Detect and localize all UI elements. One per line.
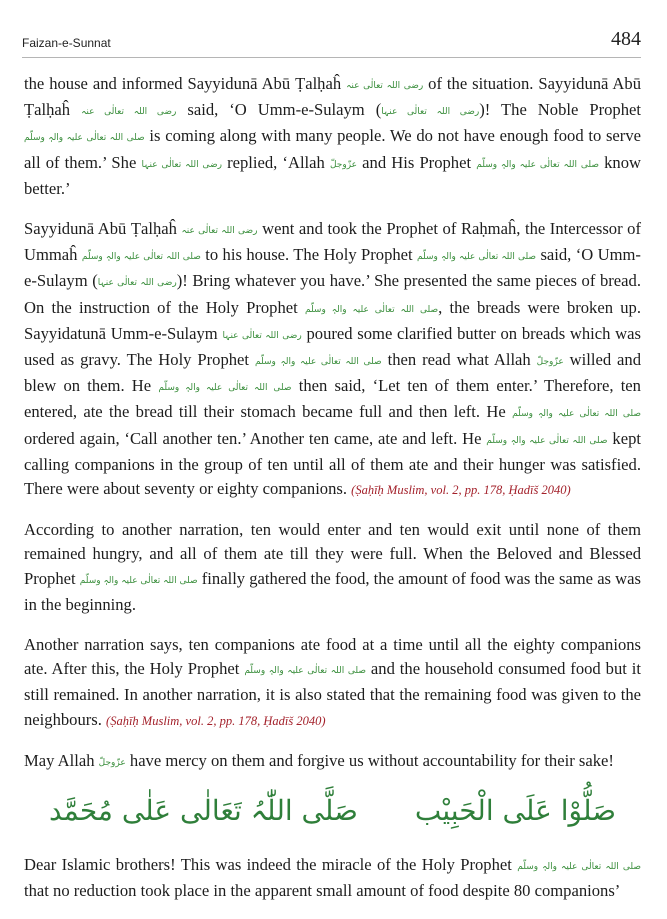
- text: then said, ‘Let ten of them enter.’ Therefore, ten entered, ate the bread till their stomach became full and then left. He: [24, 376, 641, 422]
- durood-left: صَلَّی اللّٰہُ تَعَالٰی عَلٰی مُحَمَّد: [48, 794, 358, 828]
- page-header: [22, 26, 641, 58]
- text: then read what Allah: [387, 350, 531, 370]
- text: said, ‘O Umm-e-Sulaym (: [24, 245, 641, 291]
- text: ordered again, ‘Call another ten.’ Another ten came, ate and left. He: [24, 428, 482, 448]
- paragraph-5: [24, 749, 641, 775]
- honorific-glyph: صلی اللہ تعالٰی علیہ والہٖ وسلّم: [304, 304, 439, 315]
- honorific-glyph: صلی اللہ تعالٰی علیہ والہٖ وسلّم: [486, 435, 608, 446]
- paragraph-3: [24, 518, 641, 617]
- durood-calligraphy: [24, 791, 641, 831]
- honorific-glyph: رضی اللہ تعالٰی عنہ: [181, 226, 258, 237]
- durood-right: صَلُّوْا عَلَی الْحَبِیْب: [414, 794, 617, 828]
- text: kept calling companions in the group of ten until all of them ate and their hunger was satisfied. There were about seventy or eighty companions.: [24, 428, 641, 499]
- honorific-glyph: صلی اللہ تعالٰی علیہ والہٖ وسلّم: [24, 133, 145, 144]
- book-title: Faizan-e-Sunnat: [22, 36, 111, 50]
- honorific-glyph: صلی اللہ تعالٰی علیہ والہٖ وسلّم: [79, 575, 198, 586]
- text: went and took the Prophet of Raḥmaĥ, the Intercessor of Ummaĥ: [24, 219, 641, 265]
- honorific-glyph: صلی اللہ تعالٰی علیہ والہٖ وسلّم: [244, 666, 366, 677]
- text: , the breads were broken up. Sayyidatunā Umm-e-Sulaym: [24, 297, 641, 343]
- honorific-glyph: صلی اللہ تعالٰی علیہ والہٖ وسلّم: [81, 252, 201, 263]
- text: and the household consumed food but it still remained. In another narration, it is also stated that the remaining food was given to the neighbours.: [24, 659, 641, 729]
- text: According to another narration, ten would enter and ten would exit until none of them remained hungry, and all of them ate till they were full. When the Beloved and Blessed Prophet: [24, 520, 641, 588]
- hadith-reference: (Ṣaḥīḥ Muslim, vol. 2, pp. 178, Ḥadīš 2040): [106, 713, 326, 728]
- honorific-glyph: رضی اللہ تعالٰی عنہا: [141, 159, 222, 170]
- text: know better.’: [24, 152, 641, 198]
- paragraph-2: [24, 217, 641, 502]
- honorific-glyph: عزّوجلّ: [329, 159, 358, 170]
- text: willed and blew on them. He: [24, 350, 642, 396]
- text: )! The Noble Prophet: [479, 100, 641, 120]
- text: poured some clarified butter on breads which was used as gravy. The Holy Prophet: [24, 323, 641, 370]
- text: of the situation. Sayyidunā Abū Ṭalḥaĥ: [24, 74, 641, 120]
- hadith-reference: (Ṣaḥīḥ Muslim, vol. 2, pp. 178, Ḥadīš 2040): [351, 483, 571, 498]
- text: Sayyidunā Abū Ṭalḥaĥ: [24, 219, 177, 239]
- honorific-glyph: صلی اللہ تعالٰی علیہ والہٖ وسلّم: [476, 159, 599, 170]
- honorific-glyph: عزّوجلّ: [98, 757, 126, 768]
- header-divider: [22, 57, 641, 58]
- honorific-glyph: صلی اللہ تعالٰی علیہ والہٖ وسلّم: [517, 862, 641, 873]
- honorific-glyph: رضی اللہ تعالٰی عنہ: [81, 107, 177, 118]
- text: Another narration says, ten companions ate food at a time until all the eighty companions ate. After this, the Holy Prophet: [24, 635, 641, 679]
- paragraph-4: [24, 633, 641, 733]
- text: have mercy on them and forgive us without accountability for their sake!: [129, 750, 614, 770]
- honorific-glyph: صلی اللہ تعالٰی علیہ والہٖ وسلّم: [417, 252, 537, 263]
- text: )! Bring whatever you have.’ She presented the same pieces of bread. On the instruction of the Holy Prophet: [24, 271, 641, 317]
- honorific-glyph: صلی اللہ تعالٰی علیہ والہٖ وسلّم: [254, 357, 382, 368]
- text: said, ‘O Umm-e-Sulaym (: [187, 100, 382, 120]
- honorific-glyph: رضی اللہ تعالٰی عنہا: [97, 278, 177, 289]
- paragraph-1: [24, 72, 641, 201]
- honorific-glyph: رضی اللہ تعالٰی عنہ: [346, 81, 424, 91]
- page-number: 484: [611, 28, 641, 50]
- paragraph-6: [24, 853, 641, 903]
- honorific-glyph: صلی اللہ تعالٰی علیہ والہٖ وسلّم: [158, 383, 292, 394]
- text: to his house. The Holy Prophet: [205, 245, 413, 265]
- honorific-glyph: صلی اللہ تعالٰی علیہ والہٖ وسلّم: [512, 409, 641, 420]
- text: replied, ‘Allah: [227, 152, 325, 172]
- page-body: [24, 72, 641, 919]
- honorific-glyph: رضی اللہ تعالٰی عنہا: [381, 107, 480, 118]
- honorific-glyph: عزّوجلّ: [536, 357, 564, 368]
- text: and His Prophet: [362, 152, 472, 172]
- text: May Allah: [24, 750, 95, 770]
- text: Dear Islamic brothers! This was indeed the miracle of the Holy Prophet: [24, 855, 512, 875]
- text: that no reduction took place in the apparent small amount of food despite 80 companions’: [24, 881, 621, 901]
- honorific-glyph: رضی اللہ تعالٰی عنہا: [222, 330, 302, 341]
- text: is coming along with many people. We do not have enough food to serve all of them.’ She: [24, 126, 641, 172]
- text: finally gathered the food, the amount of food was the same as was in the beginning.: [24, 568, 641, 614]
- text: the house and informed Sayyidunā Abū Ṭalḥaĥ: [24, 74, 342, 93]
